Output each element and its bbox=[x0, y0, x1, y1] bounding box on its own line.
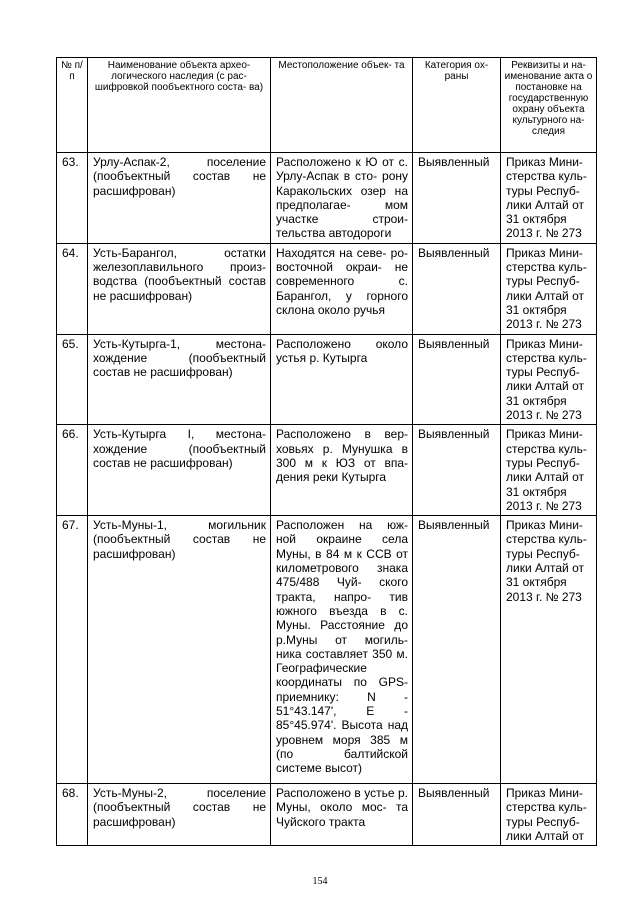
act-details: Приказ Мини- стерства куль- туры Респуб- лики Алтай от 31 октября 2013 г. № 273 bbox=[501, 153, 597, 244]
row-number: 64. bbox=[57, 243, 88, 334]
row-number: 66. bbox=[57, 425, 88, 516]
header-location: Местоположение объек- та bbox=[271, 58, 413, 153]
protection-category: Выявленный bbox=[413, 153, 501, 244]
protection-category: Выявленный bbox=[413, 243, 501, 334]
object-location: Расположен на юж- ной окраине села Муны, в 84 м к ССВ от километрового знака 475/488 Чуй- ского тракта, напро- тив южного въезда в с. Муны. Расстояние до р.Муны от могиль- ника составляет 350 м. Географические координаты по GPS- приемнику: N - 51°43.147', E - 85°45.974'. Высота над уровнем моря 385 м (по балтийской системе высот) bbox=[271, 516, 413, 784]
object-name: Усть-Кутырга I, местона- хождение (пообъектный состав не расшифрован) bbox=[88, 425, 271, 516]
act-details: Приказ Мини- стерства куль- туры Респуб- лики Алтай от 31 октября 2013 г. № 273 bbox=[501, 243, 597, 334]
table-row bbox=[57, 334, 597, 425]
page-number: 154 bbox=[312, 876, 328, 887]
row-number: 63. bbox=[57, 153, 88, 244]
header-act-details: Реквизиты и на- именование акта о постановке на государственную охрану объекта культурного на- следия bbox=[501, 58, 597, 153]
table-row bbox=[57, 153, 597, 244]
header-number: № п/п bbox=[57, 58, 88, 153]
act-details: Приказ Мини- стерства куль- туры Респуб- лики Алтай от 31 октября 2013 г. № 273 bbox=[501, 334, 597, 425]
object-name: Урлу-Аспак-2, поселение (пообъектный состав не расшифрован) bbox=[88, 153, 271, 244]
table-row bbox=[57, 243, 597, 334]
act-details: Приказ Мини- стерства куль- туры Респуб- лики Алтай от bbox=[501, 784, 597, 846]
heritage-objects-table bbox=[56, 57, 597, 846]
header-protection-category: Категория ох- раны bbox=[413, 58, 501, 153]
table-row bbox=[57, 516, 597, 784]
object-location: Находятся на севе- ро-восточной окраи- не современного с. Барангол, у горного склона около ручья bbox=[271, 243, 413, 334]
object-location: Расположено к Ю от с. Урлу-Аспак в сто- рону Каракольских озер на предполагае- мом участке строи- тельства автодороги bbox=[271, 153, 413, 244]
object-location: Расположено около устья р. Кутырга bbox=[271, 334, 413, 425]
object-name: Усть-Кутырга-1, местона- хождение (пообъектный состав не расшифрован) bbox=[88, 334, 271, 425]
row-number: 65. bbox=[57, 334, 88, 425]
protection-category: Выявленный bbox=[413, 425, 501, 516]
heritage-table-page bbox=[56, 57, 596, 846]
table-row bbox=[57, 784, 597, 846]
object-location: Расположено в вер- ховьях р. Мунушка в 300 м к ЮЗ от впа- дения реки Кутырга bbox=[271, 425, 413, 516]
act-details: Приказ Мини- стерства куль- туры Респуб- лики Алтай от 31 октября 2013 г. № 273 bbox=[501, 516, 597, 784]
row-number: 68. bbox=[57, 784, 88, 846]
protection-category: Выявленный bbox=[413, 334, 501, 425]
act-details: Приказ Мини- стерства куль- туры Респуб- лики Алтай от 31 октября 2013 г. № 273 bbox=[501, 425, 597, 516]
object-location: Расположено в устье р. Муны, около мос- та Чуйского тракта bbox=[271, 784, 413, 846]
object-name: Усть-Барангол, остатки железоплавильного произ- водства (пообъектный состав не расшифрован) bbox=[88, 243, 271, 334]
table-header-row bbox=[57, 58, 597, 153]
table-row bbox=[57, 425, 597, 516]
object-name: Усть-Муны-1, могильник (пообъектный состав не расшифрован) bbox=[88, 516, 271, 784]
header-object-name: Наименование объекта архео- логического наследия (с рас- шифровкой пообъектного соста- ва) bbox=[88, 58, 271, 153]
protection-category: Выявленный bbox=[413, 516, 501, 784]
protection-category: Выявленный bbox=[413, 784, 501, 846]
row-number: 67. bbox=[57, 516, 88, 784]
object-name: Усть-Муны-2, поселение (пообъектный состав не расшифрован) bbox=[88, 784, 271, 846]
